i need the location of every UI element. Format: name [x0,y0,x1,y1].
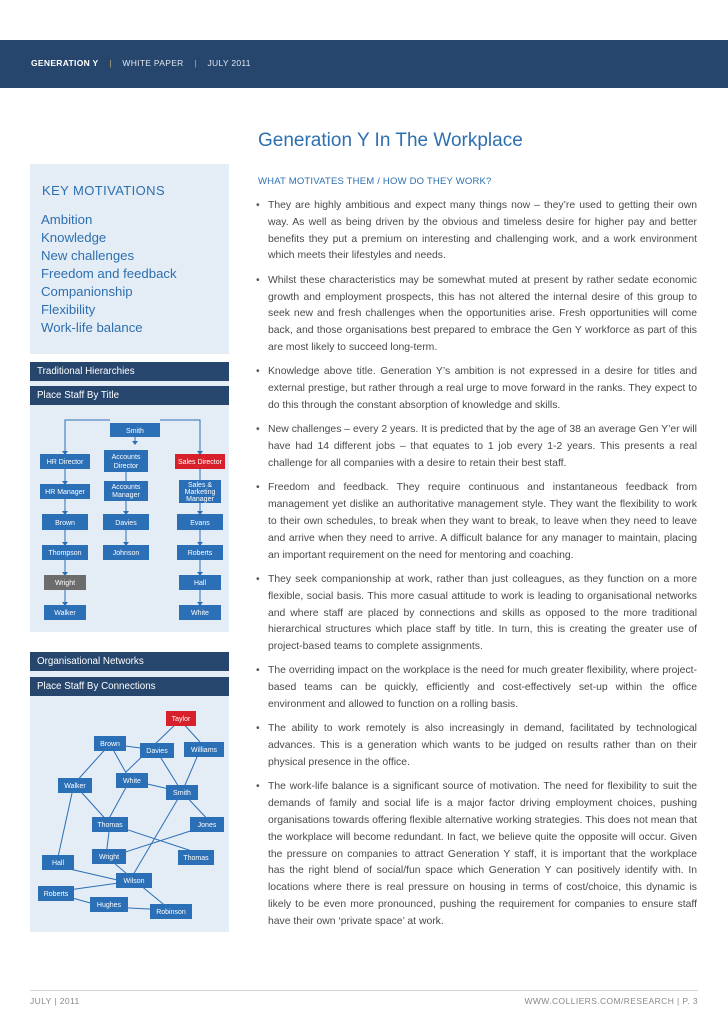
svg-text:Wright: Wright [54,580,76,587]
svg-text:Smith: Smith [126,428,144,435]
network-node-robinson [150,904,192,919]
svg-text:HR Manager: HR Manager [45,489,85,496]
svg-text:Smith: Smith [173,790,191,797]
svg-text:Thomas: Thomas [97,822,123,829]
footer-url-page: WWW.COLLIERS.COM/RESEARCH | P. 3 [524,996,698,1006]
svg-text:Evans: Evans [190,520,210,527]
svg-text:Accounts: Accounts [111,484,141,491]
hierarchy-node-roberts [177,545,223,560]
svg-text:Davies: Davies [115,520,137,527]
network-node-brown [94,736,126,751]
header-bar [0,40,728,88]
header-title: GENERATION Y [31,58,99,68]
motivation-item: New challenges [41,248,135,263]
hierarchy-node-hr-director [40,454,90,469]
network-node-jones [190,817,224,832]
hierarchy-node-hall [179,575,221,590]
svg-text:Roberts: Roberts [187,550,213,557]
hierarchy-panel [30,362,229,632]
svg-text:Brown: Brown [55,520,75,527]
hierarchy-node-accounts-director [104,450,148,472]
hierarchy-node-hr-manager [40,484,90,499]
key-motivations-box [30,164,229,354]
network-diagram [30,652,229,932]
bullet-item: • The work-life balance is a significant source of motivation. The need for flexibility to suit the demands of family and social life is a major factor driving employment choices, pushing organisations towards offering flexible alternative working strategies. This does not mean that the workplace will become redundant. In fact, we believe quite the opposite will occur. Given the pressure on companies to attract Generation Y staff, it is important that the workplace has the right blend of social/fun space which Generation Y can positively identify with. In locations where there is real pressure on housing in terms of cost/choice, this dynamic is likely to be even more pronounced, pushing the requirement for companies to ensure staff have their own ‘private space’ at work. [256,779,697,930]
motivation-item: Companionship [41,284,133,299]
network-subheading: Place Staff By Connections [37,681,156,692]
network-heading: Organisational Networks [37,656,144,667]
bullet-item: • Knowledge above title. Generation Y’s ambition is not expressed in a desire for titles and external prestige, but rather through a real urge to move forward in the ranks. They expect to do this through the constant absorption of knowledge and skills. [256,364,697,414]
svg-text:Thompson: Thompson [48,550,82,557]
hierarchy-node-wright [44,575,86,590]
bullet-item: • Freedom and feedback. They require continuous and instantaneous feedback from management yet dislike an authoritative management style. They want the flexibility to work to their own schedules, to break when they want to break, to leave when they need to leave and arrive when they need to arrive. A difficult balance for any manager to maintain, placing an important requirement on the need for mentoring and coaching. [256,480,697,564]
svg-text:White: White [123,778,141,785]
header-separator: | [194,58,197,68]
svg-text:Wright: Wright [98,854,120,861]
hierarchy-node-sales-manager [179,480,221,503]
network-node-williams [184,742,224,757]
svg-text:Roberts: Roberts [43,891,69,898]
hierarchy-diagram [30,362,229,632]
network-node-taylor [166,711,196,726]
svg-text:Taylor: Taylor [171,716,191,723]
hierarchy-subheading: Place Staff By Title [37,390,120,401]
network-panel [30,652,229,932]
svg-text:Accounts: Accounts [111,454,141,461]
hierarchy-heading: Traditional Hierarchies [37,366,135,377]
motivation-item: Flexibility [41,302,96,317]
hierarchy-node-brown [42,514,88,530]
svg-text:Sales &: Sales & [187,482,213,489]
network-node-hughes [90,897,128,912]
key-motivations-title: KEY MOTIVATIONS [42,183,166,198]
svg-text:Hall: Hall [193,580,207,587]
svg-text:Walker: Walker [54,610,76,617]
footer-date: JULY | 2011 [30,996,80,1006]
svg-text:Walker: Walker [64,783,86,790]
hierarchy-node-walker [44,605,86,620]
svg-text:Thomas: Thomas [183,855,209,862]
network-node-thomas-right [178,850,214,865]
hierarchy-node-evans [177,514,223,530]
network-node-thomas-left [92,817,128,832]
footer-divider [30,990,698,991]
svg-text:Brown: Brown [100,741,120,748]
svg-text:Jones: Jones [197,822,217,829]
hierarchy-node-white [179,605,221,620]
header-date: JULY 2011 [207,58,251,68]
header-breadcrumb [31,58,251,68]
hierarchy-node-johnson [103,545,149,560]
motivation-item: Knowledge [41,230,107,245]
network-node-davies [140,743,174,758]
bullet-item: • They seek companionship at work, rather than just colleagues, as they function on a more flexible, social basis. This more casual attitude to work is leading to organisational networks and where staff are placed by connections and skills as opposed to the more traditional hierarchical structures which place staff by title. In turn, this is creating the greater use of project-based teams to complete assignments. [256,572,697,656]
svg-text:Davies: Davies [146,748,168,755]
bullet-item: • They are highly ambitious and expect many things now – they’re used to getting their own way. As well as being driven by the obvious and timeless desire for higher pay and better benefits they put a premium on interesting and challenging work, and a work environment which meets their lifestyles and needs. [256,198,697,265]
network-node-roberts [38,886,74,901]
hierarchy-node-davies [103,514,149,530]
hierarchy-node-accounts-manager [104,481,148,501]
svg-text:Wilson: Wilson [123,878,145,885]
svg-text:Hughes: Hughes [96,902,122,909]
svg-text:Robinson: Robinson [156,909,186,916]
hierarchy-node-thompson [42,545,88,560]
bullet-item: • Whilst these characteristics may be somewhat muted at present by rather sedate economic growth and employment prospects, this has not altered the internal desire of this group to seek new and fresh challenges when the opportunities arise. Fresh opportunities will come back, and those organisations best prepared to embrace the Gen Y workforce as part of this are most likely to succeed long-term. [256,273,697,357]
svg-text:Manager: Manager [112,492,140,499]
header-section: WHITE PAPER [122,58,184,68]
article-bullet-list [256,198,697,938]
svg-text:Williams: Williams [190,747,218,754]
network-node-white [116,773,148,788]
motivation-item: Ambition [41,212,93,227]
motivation-item: Freedom and feedback [41,266,177,281]
network-node-walker [58,778,92,793]
bullet-item: • The overriding impact on the workplace is the need for much greater flexibility, where project-based teams can be quickly, efficiently and cost-effectively set-up within the office environment and allowed to function on a rolling basis. [256,663,697,713]
svg-text:HR Director: HR Director [46,459,84,466]
svg-text:Marketing: Marketing [184,489,216,496]
svg-text:Director: Director [113,463,139,470]
page-title: Generation Y In The Workplace [258,130,523,151]
svg-text:Manager: Manager [186,496,214,503]
bullet-item: • The ability to work remotely is also increasingly in demand, facilitated by technological advances. This is a generation which wants to be judged on results rather than on their physical presence in the office. [256,721,697,771]
header-separator: | [109,58,112,68]
svg-text:Johnson: Johnson [112,550,140,557]
network-node-hall [42,855,74,870]
network-node-smith [166,785,198,800]
hierarchy-node-sales-director [175,454,225,469]
network-node-wilson [116,873,152,888]
svg-text:White: White [191,610,209,617]
hierarchy-node-smith [110,423,160,437]
bullet-item: • New challenges – every 2 years. It is predicted that by the age of 38 an average Gen Y’er will have had 14 different jobs – that equates to 1 job every 1-2 years. This presents a real challenge for all companies with a desire to retain their best staff. [256,422,697,472]
article-subtitle: WHAT MOTIVATES THEM / HOW DO THEY WORK? [258,176,492,187]
svg-text:Sales Director: Sales Director [178,459,222,466]
key-motivations-list [41,211,177,337]
motivation-item: Work-life balance [41,320,143,335]
network-node-wright [92,849,126,864]
svg-text:Hall: Hall [51,860,65,867]
